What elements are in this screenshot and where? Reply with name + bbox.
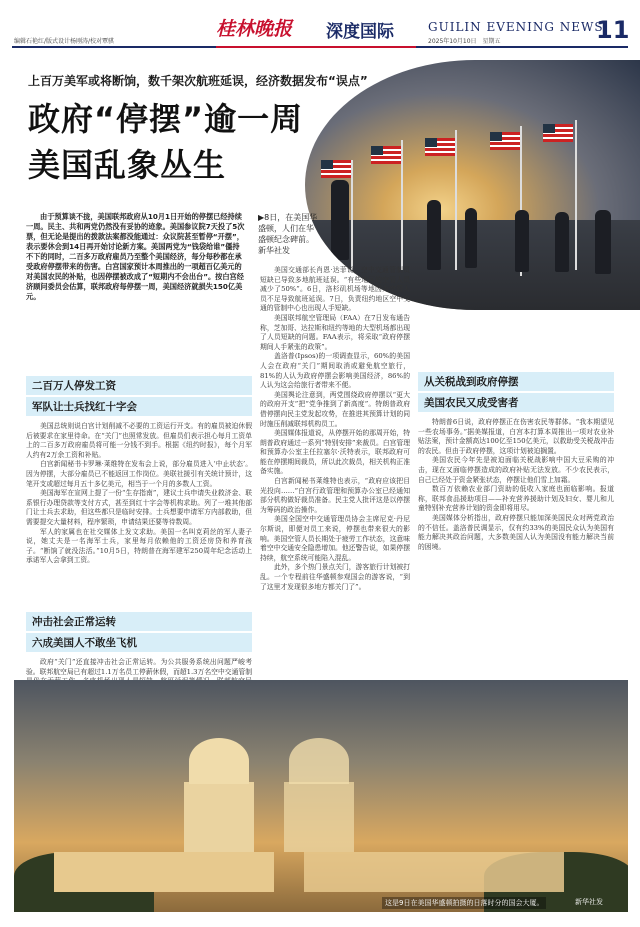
paragraph: 美国交通部长肖恩·达菲说，空中交通管制员短缺已导致多地航班延误。“有些地区的空管人员减少了50%”。6日，洛杉矶机场等地因为空管人员不足导致航班延误。7日，负责纽约地区空中交通的管制中心也出现人手短缺。 bbox=[260, 266, 410, 313]
editor-credits: 编辑石艳红/版式设计杨刚涛/校对覃骐 bbox=[14, 38, 115, 45]
section-3 bbox=[418, 372, 614, 552]
newspaper-logo: 桂林晚报 bbox=[216, 18, 293, 40]
headline-kicker: 上百万美军或将断饷，数千架次航班延误，经济数据发布“误点” bbox=[28, 74, 368, 88]
headline-line-1: 政府“停摆”逾一周 bbox=[28, 100, 304, 138]
person-silhouette bbox=[515, 210, 529, 272]
paragraph: 盖洛普(Ipsos)的一项调查显示，60%的美国人会在政府“关门”期间取消或避免航空旅行，81%的人认为政府停摆会影响美国经济，86%的人认为这会给旅行者带来不便。 bbox=[260, 352, 410, 390]
middle-column bbox=[260, 266, 410, 592]
section-1 bbox=[26, 376, 252, 566]
section-title: 深度国际 bbox=[326, 22, 394, 42]
person-silhouette bbox=[427, 200, 441, 270]
us-flag-icon bbox=[321, 160, 351, 178]
paragraph: 政府“关门”还直接冲击社会正常运转。为公共服务系统出问题严峻考验。联邦航空局已有超过1.1万名员工停薪休假，而超1.3万名空中交通管制 bbox=[26, 658, 252, 676]
paragraph: 白宫新闻秘书莱维特也表示，“政府应该把目光投向……”白宫行政管理和预算办公室已经通知部分机构做好裁员准备。民主党人批评这是以停摆为筹码的政治操作。 bbox=[260, 477, 410, 514]
us-flag-icon bbox=[543, 124, 573, 142]
capitol-dome-icon bbox=[189, 738, 249, 784]
paragraph: 美国全国空中交通管理员协会主席尼克·丹尼尔斯说，即便对员工来说，停摆也带来很大的影响。美国空管人员长期处于疲劳工作状态，这意味着空中交通安全隐患增加。他还警告说，如果停摆持续，航空系统可能陷入混乱。 bbox=[260, 515, 410, 562]
paragraph: 美国农民今年先是被迫面临关税战影响中国大豆采购的冲击，现在又面临停摆造成的政府补贴无法发放。不少农民表示，自己已经处于资金紧张状态，停摆让他们雪上加霜。 bbox=[418, 456, 614, 484]
section-2-subhead-2 bbox=[26, 633, 252, 652]
paragraph: 特朗普6日说，政府停摆正在伤害农民等群体。“我本期望见一些农场事务。”据美媒报道，白宫本打算本周推出一项对农业补贴法案，预计金额高达100亿至150亿美元，以救助受关税战冲击的农民。但由于政府停摆，这项计划被迫搁置。 bbox=[418, 418, 614, 455]
paragraph: 美国总统则说白宫计划削减不必要的工资运行开支。有的雇员被迫休假后被要求在家里待命。在“关门”也照常发放。但雇员们表示担心每月工资单上的二百多万政府雇员将可能一分钱不到手。根据《纽约时报》，每个月军人约有2万余工资和补贴。 bbox=[26, 422, 252, 459]
section-3-title: 从关税战到政府停摆 bbox=[424, 376, 519, 388]
flagpole bbox=[401, 140, 403, 270]
paragraph: 白宫新闻秘书卡罗琳·莱维特在发布会上说，部分雇员进入‘中止状态’。因为停摆，大部分雇员已不能返回工作岗位。美联社援引有关统计预计，这笔开支或超过每月五十多亿美元，相当于一个月的多数人工资。 bbox=[26, 460, 252, 488]
person-silhouette bbox=[555, 212, 569, 272]
capitol-drum bbox=[184, 782, 254, 852]
flagpole bbox=[351, 160, 353, 270]
paragraph: 军人的家属也在社交媒体上发文求助。美国一名叫克莉丝的军人妻子说，她丈夫是一名海军士兵，家里每月依赖他的工资还房贷和养育孩子。“断饷了就没法活。”10月5日，特朗普在海军建军250周年纪念活动上承诺军人会拿到工资。 bbox=[26, 527, 252, 565]
page-number: 11 bbox=[596, 16, 630, 44]
capitol-dome-icon bbox=[289, 738, 349, 784]
section-3-subhead-2 bbox=[418, 393, 614, 412]
paragraph: 美国舆论注意到，两党围绕政府停摆以“更大的政府开支”把“党争推到了新高度”。特朗普政府借停摆向民主党发起攻势，在推进其预算计划的同时施压削减联邦机构员工。 bbox=[260, 390, 410, 428]
flagpole bbox=[455, 130, 457, 270]
capitol-building-left bbox=[54, 852, 274, 892]
paragraph: 美国媒体报道说，从停摆开始的那周开始，特朗普政府通过一系列“特别安排”来裁员。白宫管理和预算办公室主任拉塞尔·沃特表示，联邦政府可能在停摆期间裁员，所以此次裁员，相关机构正准备实施。 bbox=[260, 429, 410, 476]
person-silhouette bbox=[331, 180, 349, 260]
paragraph: 数百万依赖农业部门资助的低收入家庭也面临影响。报道称，联邦食品援助项目——补充营养援助计划及妇女、婴儿和儿童特别补充营养计划的资金即将用尽。 bbox=[418, 485, 614, 513]
person-silhouette bbox=[465, 208, 477, 268]
section-3-title-2: 美国农民又成受害者 bbox=[424, 397, 519, 409]
article-lede: 由于预算谈不拢，美国联邦政府从10月1日开始的停摆已经持续一周。民主、共和两党仍然没有妥协的迹象。美国参议院7天投了5次票，但无论是提出的拨款法案都没能通过：众议院甚至暂停“开摆”，表示要休会到14日再开始讨论新方案。美国两党为“钱袋给谁”僵持不下的同时，二百多万政府雇员乃至整个美国经济，每分每秒都在承受政府停摆带来的伤害。白宫国家预计本周推出的一项超百亿美元的对美国农民的补贴，也因停摆被改成了“短期内不会出台”。按白宫经济顾问委员会估算，联邦政府每停摆一周，美国经济就损失150亿美元。 bbox=[26, 212, 245, 301]
section-3-subhead bbox=[418, 372, 614, 391]
section-1-title: 二百万人停发工资 bbox=[32, 380, 116, 392]
person-silhouette bbox=[595, 210, 611, 274]
photo-caption: ▶8日，在美国华盛顿，人们在华盛顿纪念碑前。新华社发 bbox=[258, 213, 318, 255]
section-1-subhead bbox=[26, 376, 252, 395]
section-2-title: 冲击社会正常运转 bbox=[32, 616, 116, 628]
capitol-building-right bbox=[304, 852, 564, 892]
paragraph: 美国联邦航空管理局（FAA）在7日发布通告称，芝加哥、达拉斯和纽约等地的大型机场都出现了人员短缺的问题。FAA表示，将采取“政府停摆期间人手紧张的政策”。 bbox=[260, 313, 410, 351]
paragraph: 美国媒体分析指出，政府停摆只能加深美国民众对两党政治的不信任。盖洛普民调显示，仅有约33%的美国民众认为美国有能力解决其政治问题，大多数美国人认为美国没有能力解决当前的困境。 bbox=[418, 513, 614, 551]
flagpole bbox=[575, 120, 577, 270]
headline-line-2: 美国乱象丛生 bbox=[28, 146, 227, 184]
bottom-photo-caption: 这是9日在美国华盛顿拍摄的日落时分的国会大厦。 bbox=[382, 897, 546, 909]
capitol-photo bbox=[14, 680, 628, 912]
paragraph: 美国海军在宣网上提了一份“生存指南”，建议士兵申请失业救济金、联系银行办理贷款等支付方式，甚至到红十字会等机构求助。列了一堆其他部门让士兵去求助，但这些都只是临时安排。士兵想要申请军方内部救助，但需要提交大量材料，程序繁琐，申请结果还要等待数周。 bbox=[26, 489, 252, 526]
us-flag-icon bbox=[425, 138, 455, 156]
us-flag-icon bbox=[371, 146, 401, 164]
paragraph: 此外，多个热门景点关门，游客旅行计划被打乱。一个专程前往华盛顿参观国会的游客说，“到了这里才发现很多地方都关门了”。 bbox=[260, 563, 410, 591]
paper-english-name: GUILIN EVENING NEWS bbox=[428, 20, 604, 34]
us-flag-icon bbox=[490, 132, 520, 150]
section-2-subhead bbox=[26, 612, 252, 631]
issue-date: 2025年10月10日 星期五 bbox=[428, 38, 501, 45]
capitol-drum-reflection bbox=[284, 782, 354, 852]
masthead-accent-rule bbox=[216, 46, 416, 48]
masthead bbox=[0, 0, 640, 48]
bottom-photo-credit: 新华社发 bbox=[575, 898, 603, 906]
section-1-subhead-2 bbox=[26, 397, 252, 416]
page-headline bbox=[28, 96, 303, 188]
section-1-title-2: 军队让士兵找红十字会 bbox=[32, 401, 137, 413]
section-2-title-2: 六成美国人不敢坐飞机 bbox=[32, 637, 137, 649]
